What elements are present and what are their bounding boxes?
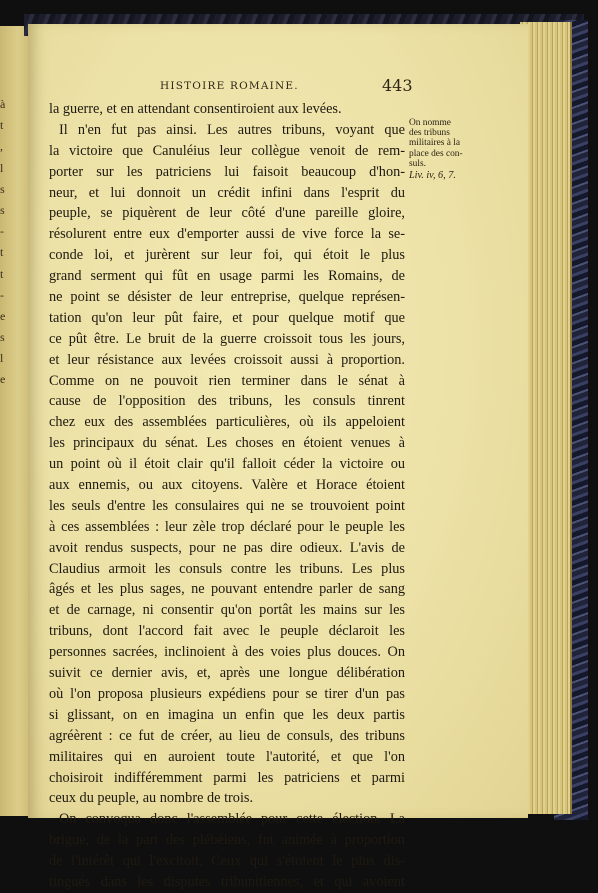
text-line: porter sur les patriciens lui faisoit beaucoup d'hon-	[49, 163, 405, 180]
text-line: tation qu'on leur pût faire, et pour quelque motif que	[49, 309, 405, 326]
text-line: agréèrent : ce fut de créer, au lieu de consuls, des tribuns	[49, 727, 405, 744]
text-line: ce pût être. Le bruit de la guerre croissoit tous les jours,	[49, 330, 405, 347]
text-line: et leur résistance aux levées croissoit aussi à proportion.	[49, 351, 405, 368]
margin-note-line: suls.	[409, 158, 426, 169]
text-line: la guerre, et en attendant consentiroient aux levées.	[49, 101, 342, 117]
text-line: ne point se désister de leur entreprise, quelque représen-	[49, 289, 405, 306]
running-head: HISTOIRE ROMAINE.	[160, 80, 299, 92]
body-text	[49, 99, 405, 893]
left-page-fragment: s	[0, 202, 5, 217]
margin-note-line: On nomme	[409, 118, 451, 128]
margin-note	[409, 118, 473, 181]
text-line: la victoire que Canuléius leur collègue venoit de rem-	[49, 142, 405, 159]
text-line: à ces assemblées : leur zèle trop déclaré pour le peuple les	[49, 518, 405, 535]
text-line: Il n'en fut pas ainsi. Les autres tribuns, voyant que	[59, 121, 405, 138]
left-page-fragment: l	[0, 160, 4, 175]
text-line: ceux du peuple, au nombre de trois.	[49, 790, 254, 807]
text-line: personnes sacrées, inclinoient à des voies plus douces. On	[49, 644, 405, 661]
text-line: peuple, se piquèrent de leur côté d'une pareille gloire,	[49, 205, 405, 222]
text-line: âgés et les plus sages, ne pouvant entendre parler de sang	[49, 581, 405, 598]
left-page-fragment: t	[0, 245, 4, 260]
text-line: les seuls d'entre les consulaires qui ne se trouvoient point	[49, 497, 405, 514]
left-page-fragment: à	[0, 97, 6, 111]
text-line: conde loi, et jurèrent sur leur foi, qui étoit le plus	[49, 247, 405, 264]
left-page-fragment: t	[0, 266, 4, 281]
left-page-fragment: -	[0, 224, 4, 239]
text-line: choisiroit indifféremment parmi les patriciens et parmi	[49, 769, 405, 786]
margin-note-reference: Liv. iv, 6, 7.	[409, 170, 456, 182]
text-line: et de carnage, ni consentir qu'on portât les mains sur les	[49, 602, 405, 619]
text-line: de l'intérêt qui l'excitoit. Ceux qui s'étoient le plus dis-	[49, 853, 405, 870]
left-page-fragment: s	[0, 330, 5, 345]
left-page-fragment: -	[0, 287, 4, 302]
text-line: résolurent entre eux d'emporter aussi de vive force la se-	[49, 226, 405, 243]
left-page-fragment: s	[0, 181, 5, 196]
text-line: tingués dans les disputes tribunitiennes, et qui avoient	[49, 873, 405, 890]
left-page-fragment: ,	[0, 139, 3, 154]
text-line: neur, et lui donnoit un crédit infini dans l'esprit du	[49, 184, 405, 201]
margin-note-line: militaires à la	[409, 138, 461, 149]
text-line: aux ennemis, ou aux citoyens. Valère et Horace étoient	[49, 477, 405, 494]
text-line: avoit rendus suspects, pour ne pas dire odieux. L'avis de	[49, 539, 405, 556]
left-page-fragment: l	[0, 351, 4, 366]
text-line: On convoqua donc l'assemblée pour cette élection. La	[59, 811, 405, 828]
text-line: où l'on proposa plusieurs expédiens pour se tirer d'un pas	[49, 685, 405, 702]
margin-note-line: place des con-	[409, 148, 463, 159]
text-line: un point où il étoit clair qu'il falloit céder la victoire ou	[49, 456, 405, 473]
text-line: brigue, de la part des plébéiens, fut animée à proportion	[49, 832, 405, 849]
text-line: tribuns, dont l'accord fait avec le peuple déclaroit les	[49, 623, 405, 640]
text-line: militaires qui en auroient toute l'autorité, et que l'on	[49, 748, 405, 765]
text-line: cause de l'opposition des tribuns, les consuls tinrent	[49, 393, 405, 410]
left-page-text-fragments	[0, 94, 12, 391]
left-page-fragment: e	[0, 308, 6, 323]
text-line: les principaux du sénat. Les choses en étoient venues à	[49, 435, 405, 452]
left-page-fragment: t	[0, 118, 4, 133]
text-line: suivit ce dernier avis, et, après une longue délibération	[49, 665, 405, 682]
left-page-fragment: e	[0, 372, 6, 387]
text-line: Comme on ne pouvoit rien terminer dans le sénat à	[49, 372, 405, 389]
page-number: 443	[382, 76, 413, 95]
text-line: si glissant, on en imagina un enfin que les deux partis	[49, 706, 405, 723]
text-line: chez eux des assemblées particulières, où ils appeloient	[49, 414, 405, 431]
text-line: grand serment qui fût en usage parmi les Romains, de	[49, 268, 405, 285]
margin-note-line: des tribuns	[409, 128, 450, 139]
text-line: Claudius armoit les consuls contre les tribuns. Les plus	[49, 560, 405, 577]
